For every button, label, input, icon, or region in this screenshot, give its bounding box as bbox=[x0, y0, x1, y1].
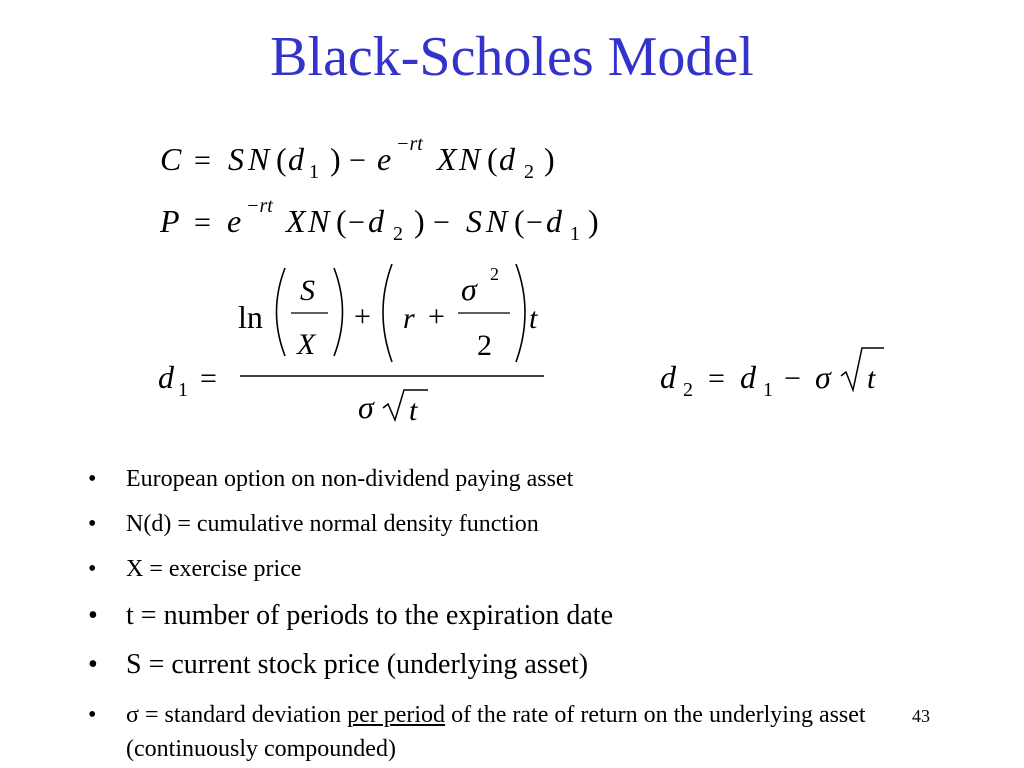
put-rparen2: ) bbox=[588, 203, 599, 239]
call-formula bbox=[160, 133, 555, 183]
bullet-item-sigma bbox=[88, 698, 878, 766]
bullet-item-exercise-price bbox=[88, 554, 301, 584]
d1-right-paren-1 bbox=[334, 268, 343, 356]
d2-sqrt-sign bbox=[841, 348, 884, 390]
d2-minus: − bbox=[784, 362, 801, 395]
put-lhs: P bbox=[160, 203, 180, 239]
put-formula bbox=[159, 195, 599, 245]
put-neg2: − bbox=[526, 206, 543, 239]
put-exp: −rt bbox=[246, 195, 273, 217]
per-period-underlined: per period bbox=[347, 702, 446, 728]
put-neg: − bbox=[348, 206, 365, 239]
bullet-symbol: • bbox=[88, 511, 97, 537]
put-equals: = bbox=[194, 206, 211, 239]
d2-d1: d bbox=[740, 359, 756, 395]
call-exp: −rt bbox=[396, 133, 423, 155]
call-lparen2: ( bbox=[487, 141, 498, 177]
d1-left-paren-1 bbox=[277, 268, 286, 356]
d1-den-sigma: σ bbox=[358, 389, 374, 425]
bullet-text bbox=[126, 698, 878, 766]
slide-title: Black-Scholes Model bbox=[270, 26, 754, 88]
d2-equals: = bbox=[708, 362, 725, 395]
d2-t: t bbox=[867, 362, 876, 395]
d1-equals: = bbox=[200, 362, 217, 395]
bullet-item-european-option bbox=[88, 464, 573, 494]
d1-ln: ln bbox=[238, 299, 263, 335]
put-n: N bbox=[308, 203, 330, 239]
bullet-symbol: • bbox=[88, 466, 97, 492]
d2-formula bbox=[660, 348, 884, 401]
bullet-symbol: • bbox=[88, 600, 98, 631]
bullet-symbol: • bbox=[88, 649, 98, 680]
put-sub2: 2 bbox=[393, 223, 403, 245]
call-sub1: 1 bbox=[309, 161, 319, 183]
call-rparen2: ) bbox=[544, 141, 555, 177]
d1-r: r bbox=[403, 302, 415, 335]
call-minus: − bbox=[349, 144, 366, 177]
sigma-definition-prefix: σ = standard deviation bbox=[126, 702, 348, 728]
d1-plus2: + bbox=[428, 300, 445, 333]
d1-two: 2 bbox=[477, 329, 492, 362]
d1-sigma-square: 2 bbox=[490, 264, 499, 284]
bullet-text: S = current stock price (underlying asset) bbox=[126, 649, 589, 680]
put-x: X bbox=[286, 203, 306, 239]
call-n2: N bbox=[459, 141, 481, 177]
bullet-item-stock-price bbox=[88, 648, 588, 682]
put-sub1: 1 bbox=[570, 223, 580, 245]
bullet-symbol: • bbox=[88, 702, 97, 728]
put-rparen: ) bbox=[414, 203, 425, 239]
put-d2: d bbox=[546, 203, 562, 239]
d2-d: d bbox=[660, 359, 676, 395]
put-lparen2: ( bbox=[514, 203, 525, 239]
bullet-symbol: • bbox=[88, 556, 97, 582]
put-s: S bbox=[466, 203, 482, 239]
d1-left-paren-2 bbox=[383, 264, 392, 362]
d1-d: d bbox=[158, 359, 174, 395]
call-s: S bbox=[228, 141, 244, 177]
call-x: X bbox=[437, 141, 457, 177]
d1-formula bbox=[158, 264, 544, 427]
put-lparen: ( bbox=[336, 203, 347, 239]
d2-sub: 2 bbox=[683, 379, 693, 401]
put-minus: − bbox=[433, 206, 450, 239]
bullet-text: X = exercise price bbox=[126, 556, 302, 582]
call-equals: = bbox=[194, 144, 211, 177]
call-n: N bbox=[248, 141, 270, 177]
put-e: e bbox=[227, 203, 242, 239]
put-n2: N bbox=[486, 203, 508, 239]
put-d: d bbox=[368, 203, 384, 239]
call-rparen: ) bbox=[330, 141, 341, 177]
d1-x: X bbox=[297, 328, 316, 361]
d2-sub1: 1 bbox=[763, 379, 773, 401]
bullet-text: N(d) = cumulative normal density function bbox=[126, 511, 539, 537]
call-lparen: ( bbox=[276, 141, 287, 177]
d1-plus: + bbox=[354, 300, 371, 333]
bullet-item-normal-density bbox=[88, 509, 539, 539]
d1-den-t: t bbox=[409, 394, 418, 427]
d1-sqrt-sign bbox=[383, 390, 428, 420]
call-d: d bbox=[288, 141, 304, 177]
call-lhs: C bbox=[160, 141, 182, 177]
d1-right-paren-2 bbox=[516, 264, 525, 362]
d1-s: S bbox=[300, 274, 315, 307]
call-e: e bbox=[377, 141, 392, 177]
call-sub2: 2 bbox=[524, 161, 534, 183]
d1-sigma: σ bbox=[461, 271, 477, 307]
sigma-definition-suffix: of the rate of return on the underlying asset (continuously compounded) bbox=[126, 702, 866, 762]
bullet-text: European option on non-dividend paying asset bbox=[126, 466, 574, 492]
bullet-item-periods bbox=[88, 599, 613, 633]
page-number: 43 bbox=[912, 706, 930, 726]
call-d2: d bbox=[499, 141, 515, 177]
d1-sub: 1 bbox=[178, 379, 188, 401]
d2-sigma: σ bbox=[815, 359, 831, 395]
bullet-text: t = number of periods to the expiration date bbox=[126, 600, 613, 631]
d1-t: t bbox=[529, 302, 538, 335]
